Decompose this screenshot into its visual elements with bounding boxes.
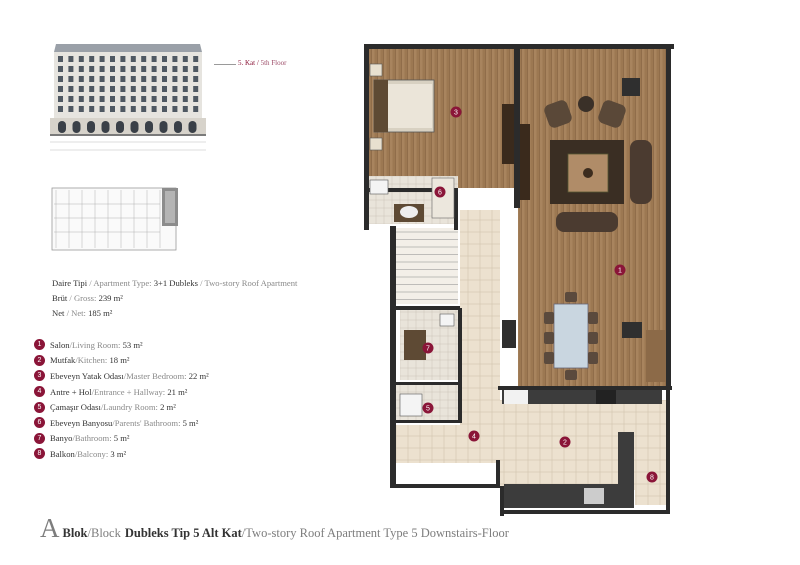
legend-sep: / — [123, 370, 127, 381]
side-table — [578, 96, 594, 112]
spec-label-tr: Brüt — [52, 293, 68, 303]
floor-label-sep: / — [255, 59, 261, 67]
spec-label-tr: Net — [52, 308, 65, 318]
room-area: 22 m² — [188, 370, 209, 381]
washing-machine — [400, 394, 422, 416]
room-name-tr: Salon — [50, 339, 70, 350]
plan-room-number: 5 — [426, 405, 430, 413]
toilet — [370, 180, 388, 194]
spec-label-en: Gross — [73, 293, 95, 303]
column — [622, 322, 642, 338]
legend-item: 2 Mutfak / Kitchen : 18 m² — [34, 353, 209, 369]
plan-room-number: 4 — [472, 433, 476, 441]
key-plan — [50, 186, 184, 252]
plan-room-number: 7 — [426, 345, 430, 353]
kitchen-sink — [584, 488, 604, 504]
legend-sep: / — [91, 386, 94, 397]
spec-net-area: Net / Net: 185 m² — [52, 308, 113, 318]
legend-sep: / — [69, 339, 72, 350]
floor-label-en: 5th Floor — [260, 59, 287, 67]
floor-indicator-line — [214, 64, 236, 65]
sofa — [556, 212, 618, 232]
room-number-badge: 2 — [34, 355, 45, 366]
floor-plan — [360, 40, 676, 516]
legend-sep: / — [112, 417, 115, 428]
room-number-badge: 8 — [34, 448, 45, 459]
legend-item: 7 Banyo / Bathroom : 5 m² — [34, 431, 209, 447]
room-area: 5 m² — [182, 417, 199, 428]
room-area: 3 m² — [110, 448, 127, 459]
plan-room-number: 6 — [438, 189, 442, 197]
room-name-en: Laundry Room — [103, 402, 156, 413]
plan-title — [40, 513, 509, 544]
title-block-en: Block — [91, 526, 121, 540]
title-block-tr: Blok — [62, 526, 88, 540]
room-name-tr: Çamaşır Odası — [50, 402, 101, 413]
room-name-en: Entrance + Hallway — [94, 386, 163, 397]
room-name-tr: Ebeveyn Banyosu — [50, 417, 113, 428]
spec-value: 185 m² — [88, 308, 113, 318]
bed-sheet — [388, 84, 432, 128]
dining-table — [554, 304, 588, 368]
spec-value-tr: 3+1 Dubleks — [153, 278, 198, 288]
legend-item: 4 Antre + Hol / Entrance + Hallway : 21 m² — [34, 384, 209, 400]
room-area: 18 m² — [109, 355, 130, 366]
room-name-tr: Antre + Hol — [50, 386, 92, 397]
legend-item: 1 Salon / Living Room : 53 m² — [34, 337, 209, 353]
room-name-tr: Mutfak — [50, 355, 76, 366]
room-number-badge: 7 — [34, 433, 45, 444]
building-elevation — [50, 42, 206, 156]
bookshelf — [520, 124, 530, 200]
title-sep: / — [87, 526, 91, 540]
kitchen-island — [618, 432, 634, 488]
legend-sep: / — [72, 433, 75, 444]
legend-sep: / — [75, 355, 78, 366]
column — [502, 320, 516, 348]
entrance-floor — [392, 425, 500, 463]
room-name-tr: Banyo — [50, 433, 73, 444]
plan-room-number: 3 — [454, 109, 458, 117]
room-name-en: Balcony — [77, 448, 106, 459]
spec-value: 239 m² — [98, 293, 123, 303]
cooktop — [596, 390, 616, 404]
title-block-letter: A — [40, 513, 60, 543]
legend-item: 5 Çamaşır Odası / Laundry Room : 2 m² — [34, 399, 209, 415]
wardrobe — [502, 104, 514, 164]
room-area: 2 m² — [160, 402, 176, 413]
legend-sep: / — [100, 402, 104, 413]
spec-apartment-type: Daire Tipi / Apartment Type: 3+1 Dubleks / Two-story Roof Apartment — [52, 278, 298, 288]
toilet — [440, 314, 454, 326]
spec-value-en: Two-story Roof Apartment — [204, 278, 298, 288]
nightstand — [370, 138, 382, 150]
room-area: 53 m² — [122, 339, 143, 350]
decor-bowl — [583, 168, 593, 178]
window-seat — [646, 330, 666, 382]
room-name-tr: Ebeveyn Yatak Odası — [50, 370, 124, 381]
bed-headboard — [374, 80, 388, 132]
room-name-en: Master Bedroom — [126, 370, 185, 381]
legend-item: 3 Ebeveyn Yatak Odası / Master Bedroom : 22 m² — [34, 368, 209, 384]
kitchen-counter-bottom — [504, 484, 634, 508]
floor-label — [238, 59, 286, 67]
room-name-en: Living Room — [71, 339, 119, 350]
spec-label-tr: Daire Tipi — [52, 278, 88, 288]
title-type-en: Two-story Roof Apartment Type 5 Downstairs-Floor — [245, 526, 509, 540]
legend-sep: / — [74, 448, 78, 459]
legend-item: 8 Balkon / Balcony : 3 m² — [34, 446, 209, 462]
room-area: 21 m² — [167, 386, 188, 397]
room-area: 5 m² — [113, 433, 130, 444]
sofa-side — [630, 140, 652, 204]
title-sep: / — [241, 526, 246, 540]
room-number-badge: 4 — [34, 386, 45, 397]
room-number-badge: 6 — [34, 417, 45, 428]
sink — [400, 206, 418, 218]
plan-room-number: 1 — [618, 267, 622, 275]
room-name-en: Parents' Bathroom — [114, 417, 179, 428]
floor-label-tr: 5. Kat — [238, 59, 256, 67]
room-name-en: Kitchen — [77, 355, 105, 366]
title-type-tr: Dubleks Tip 5 Alt Kat — [124, 526, 242, 540]
room-number-badge: 5 — [34, 402, 45, 413]
cabinet — [622, 78, 640, 96]
hallway-floor — [460, 210, 500, 460]
room-legend — [34, 337, 209, 462]
spec-label-en: Apartment Type — [93, 278, 150, 288]
legend-item: 6 Ebeveyn Banyosu / Parents' Bathroom : 5 m² — [34, 415, 209, 431]
balcony-floor — [635, 435, 669, 505]
spec-label-en: Net — [71, 308, 84, 318]
refrigerator — [504, 390, 528, 404]
room-name-en: Bathroom — [74, 433, 110, 444]
room-number-badge: 3 — [34, 370, 45, 381]
room-name-tr: Balkon — [50, 448, 75, 459]
room-number-badge: 1 — [34, 339, 45, 350]
spec-gross-area: Brüt / Gross: 239 m² — [52, 293, 123, 303]
plan-room-number: 8 — [650, 474, 654, 482]
plan-room-number: 2 — [563, 439, 567, 447]
shower — [432, 178, 454, 218]
bathtub — [404, 330, 426, 360]
nightstand — [370, 64, 382, 76]
